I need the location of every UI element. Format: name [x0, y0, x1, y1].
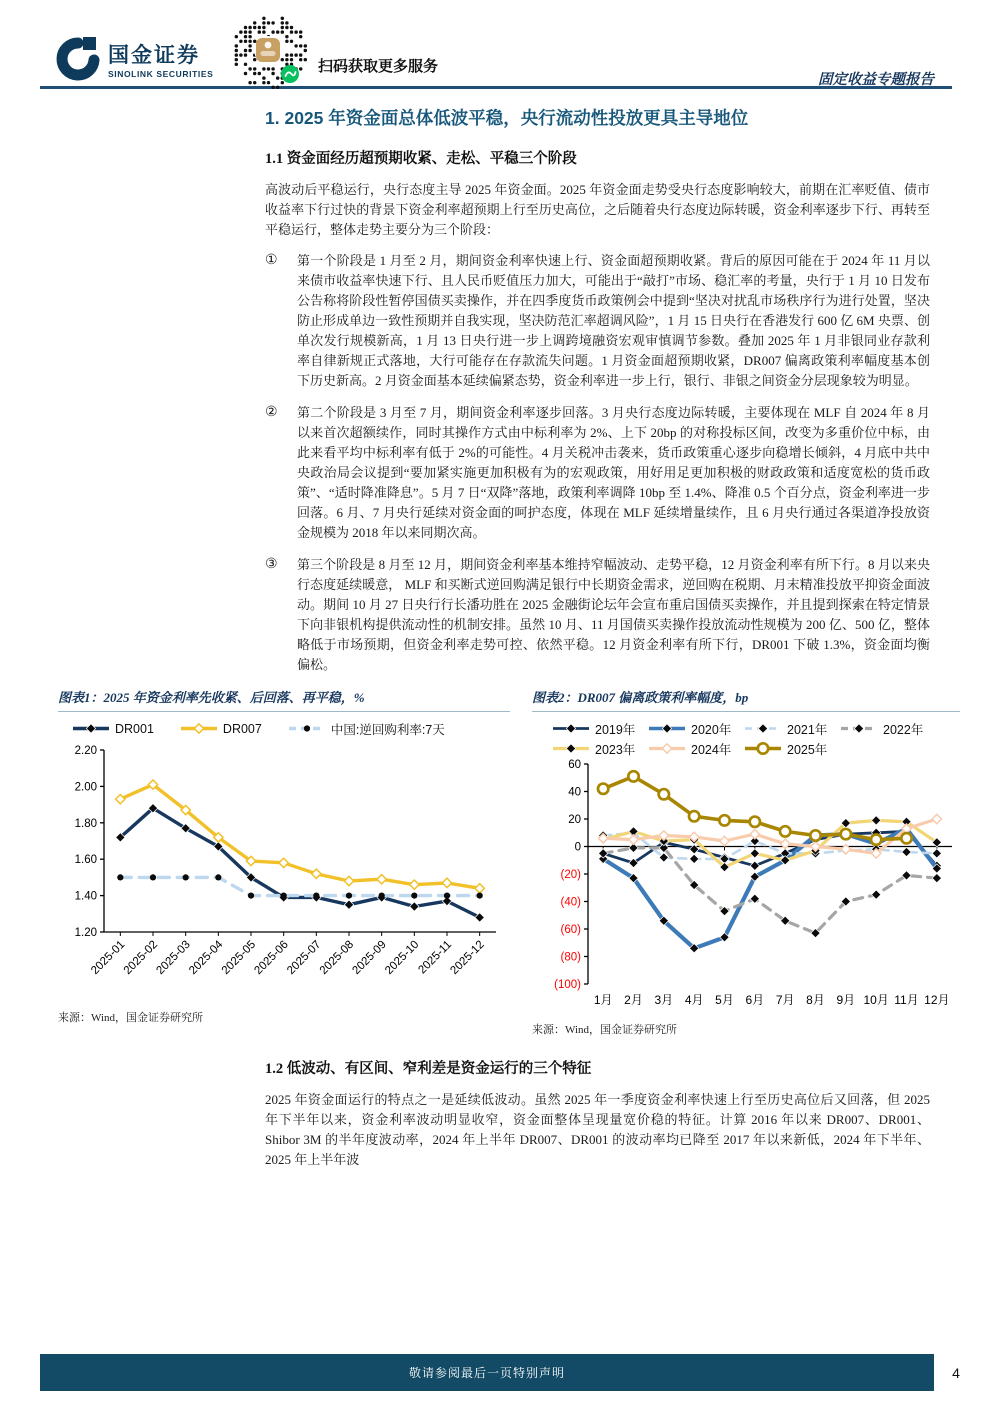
- figure-1-line-chart: [58, 740, 510, 998]
- svg-text:2025-05: 2025-05: [219, 938, 259, 977]
- legend-swatch-icon: [744, 742, 782, 755]
- stage-1-marker: ①: [265, 252, 278, 268]
- svg-text:(100): (100): [554, 978, 581, 991]
- figure-2-legend: [532, 720, 960, 758]
- figure-2-caption: 图表2：DR007 偏离政策利率幅度，bp: [532, 687, 960, 712]
- svg-text:20: 20: [568, 813, 581, 826]
- legend-swatch-icon: [180, 722, 218, 735]
- svg-text:2025-01: 2025-01: [89, 938, 128, 977]
- svg-text:1.40: 1.40: [74, 890, 97, 903]
- legend-item: 2020年: [648, 720, 744, 738]
- report-type-label: 固定收益专题报告: [818, 72, 934, 88]
- svg-text:7月: 7月: [775, 992, 795, 1007]
- stage-2-marker: ②: [265, 404, 278, 420]
- stage-2-text: 第二个阶段是 3 月至 7 月，期间资金利率逐步回落。3 月央行态度边际转暖，主要体现在 MLF 自 2024 年 8 月以来首次超额续作，同时其操作方式由中标利率为 2%、上下 20bp 的对称投标区间，改变为多重价位中标，由此来看平均中标利率有低于 2%的可能性。4 月关税冲击袭来，货币政策重心逐步向稳增长倾斜，4 月底中共中央政治局会议提到“要加紧实施更加积极有为的宏观政策，用好用足更加积极的财政政策和适度宽松的货币政策”、“适时降准降息”。5 月 7 日“双降”落地，政策利率调降 10bp 至 1.4%、降准 0.5 个百分点，资金利率进一步回落。6 月、7 月央行延续对资金面的呵护态度，体现在 MLF 延续增量续作，且 6 月央行通过各渠道净投放资金规模为 2018 年以来同期次高。: [297, 404, 930, 540]
- legend-item: 2023年: [552, 740, 648, 758]
- svg-text:11月: 11月: [894, 992, 919, 1007]
- sinolink-logo-icon: [56, 36, 100, 82]
- qr-code: [228, 10, 308, 90]
- svg-text:1.60: 1.60: [74, 853, 97, 866]
- brand-name-en: SINOLINK SECURITIES: [108, 69, 214, 79]
- subsection-1-1-title: 1.1 资金面经历超预期收紧、走松、平稳三个阶段: [265, 150, 577, 167]
- svg-text:1.80: 1.80: [74, 817, 97, 830]
- svg-text:2025-07: 2025-07: [285, 938, 324, 977]
- svg-text:2025-02: 2025-02: [121, 938, 161, 977]
- stage-list: [265, 251, 930, 675]
- svg-text:2025-10: 2025-10: [383, 938, 422, 977]
- svg-text:2月: 2月: [624, 992, 643, 1007]
- section-title: 1. 2025 年资金面总体低波平稳，央行流动性投放更具主导地位: [265, 107, 749, 128]
- subsection-1-2-title: 1.2 低波动、有区间、窄利差是资金运行的三个特征: [265, 1060, 592, 1077]
- figure-1-caption: 图表1：2025 年资金利率先收紧、后回落、再平稳，%: [58, 687, 510, 712]
- brand-name-cn: 国金证券: [108, 44, 200, 67]
- svg-text:2025-09: 2025-09: [350, 938, 389, 977]
- svg-text:2025-11: 2025-11: [416, 938, 455, 976]
- svg-text:2025-03: 2025-03: [154, 938, 193, 977]
- sinolink-logo: [56, 36, 213, 82]
- legend-swatch-icon: [288, 722, 326, 735]
- legend-swatch-icon: [552, 722, 590, 735]
- svg-text:0: 0: [574, 841, 581, 853]
- legend-item: 2025年: [744, 740, 840, 758]
- svg-text:12月: 12月: [924, 992, 950, 1007]
- legend-item: DR001: [72, 722, 154, 736]
- svg-text:4月: 4月: [684, 992, 704, 1007]
- svg-text:2025-12: 2025-12: [448, 938, 487, 977]
- legend-swatch-icon: [72, 722, 110, 735]
- footer-disclaimer: 敬请参阅最后一页特别声明: [408, 1366, 565, 1380]
- figure-1: [58, 687, 510, 1037]
- legend-item: 中国:逆回购利率:7天: [288, 720, 445, 738]
- svg-text:6月: 6月: [745, 992, 765, 1007]
- footer-disclaimer-bar: [40, 1354, 934, 1391]
- svg-text:(80): (80): [560, 951, 581, 963]
- figure-2-line-chart: [532, 758, 960, 1010]
- legend-swatch-icon: [840, 722, 878, 735]
- figure-2: [532, 687, 960, 1037]
- svg-text:8月: 8月: [806, 992, 825, 1007]
- legend-item: 2022年: [840, 720, 936, 738]
- legend-item: 2019年: [552, 720, 648, 738]
- svg-text:1.20: 1.20: [74, 926, 97, 939]
- svg-text:(60): (60): [560, 923, 581, 936]
- svg-text:60: 60: [568, 758, 581, 771]
- stage-3-marker: ③: [265, 556, 278, 572]
- svg-text:40: 40: [568, 786, 581, 798]
- page-header: [0, 0, 992, 86]
- svg-text:10月: 10月: [863, 992, 889, 1007]
- legend-swatch-icon: [744, 722, 782, 735]
- svg-text:2025-04: 2025-04: [187, 938, 226, 977]
- page-number: 4: [938, 1354, 974, 1391]
- qr-caption: 扫码获取更多服务: [318, 58, 439, 75]
- stage-1-text: 第一个阶段是 1 月至 2 月，期间资金利率快速上行、资金面超预期收紧。背后的原因可能在于 2024 年 11 月以来债市收益率快速下行、且人民币贬值压力加大，可能出于“敲打”市场、稳汇率的考量，央行于 1 月 10 日发布公告称将阶段性暂停国债买卖操作，并在四季度货币政策例会中提到“坚决对扰乱市场秩序行为进行处置，坚决防止形成单边一致性预期并自我实现，坚决防范汇率超调风险”，1 月 15 日央行在香港发行 600 亿 6M 央票、创单次发行规模新高，1 月 13 日央行进一步上调跨境融资宏观审慎调节参数。叠加 2025 年 1 月非银同业存款利率自律新规正式落地，大行可能存在存款流失问题。1 月资金面超预期收紧，DR007 偏离政策利率幅度基本创下历史新高。2 月资金面基本延续偏紧态势，资金利率进一步上行，银行、非银之间资金分层现象较为明显。: [297, 252, 930, 388]
- list-item-stage-2: [265, 403, 930, 543]
- svg-text:1月: 1月: [593, 992, 613, 1007]
- figure-1-source: 来源：Wind，国金证券研究所: [58, 1011, 203, 1024]
- subsection-1-2-paragraph: 2025 年资金面运行的特点之一是延续低波动。虽然 2025 年一季度资金利率快速上行至历史高位后又回落，但 2025 年下半年以来，资金利率波动明显收窄，资金面整体呈现量宽价稳的特征。计算 2016 年以来 DR007、DR001、Shibor 3M 的半年度波动率，2024 年上半年 DR007、DR001 的波动率均已降至 2017 年以来新低，2024 年下半年、2025 年上半年波: [265, 1091, 930, 1167]
- svg-text:2.00: 2.00: [74, 780, 97, 793]
- legend-swatch-icon: [648, 742, 686, 755]
- intro-paragraph: 高波动后平稳运行，央行态度主导 2025 年资金面。2025 年资金面走势受央行态度影响较大，前期在汇率贬值、债市收益率下行过快的背景下资金利率超预期上行至历史高位，之后随着央行态度边际转暖，资金利率逐步下行、再转至平稳运行，整体走势主要分为三个阶段：: [265, 181, 930, 237]
- svg-text:9月: 9月: [836, 992, 856, 1007]
- list-item-stage-1: [265, 251, 930, 391]
- svg-text:2025-08: 2025-08: [317, 938, 357, 977]
- legend-swatch-icon: [648, 722, 686, 735]
- svg-text:(20): (20): [560, 868, 581, 881]
- svg-text:2025-06: 2025-06: [252, 938, 291, 977]
- svg-text:2.20: 2.20: [74, 744, 97, 757]
- legend-item: DR007: [180, 722, 262, 736]
- legend-swatch-icon: [552, 742, 590, 755]
- svg-text:5月: 5月: [715, 992, 734, 1007]
- figure-2-source: 来源：Wind，国金证券研究所: [532, 1023, 677, 1036]
- figure-row: [58, 687, 950, 1037]
- list-item-stage-3: [265, 555, 930, 675]
- legend-item: 2021年: [744, 720, 840, 738]
- legend-item: 2024年: [648, 740, 744, 758]
- stage-3-text: 第三个阶段是 8 月至 12 月，期间资金利率基本维持窄幅波动、走势平稳，12 月资金利率有所下行。8 月以来央行态度延续暖意， MLF 和买断式逆回购满足银行中长期资金需求，逆回购在税期、月末精准投放平抑资金面波动。期间 10 月 27 日央行行长潘功胜在 2025 金融街论坛年会宣布重启国债买卖操作，并且提到探索在特定情景下向非银机构提供流动性的机制安排。虽然 10 月、11 月国债买卖操作投放流动性规模为 200 亿、500 亿，整体略低于市场预期，但资金利率走势可控、依然平稳。12 月资金利率有所下行，DR001 下破 1.3%，资金面均衡偏松。: [297, 556, 930, 672]
- svg-text:(40): (40): [560, 896, 581, 908]
- svg-text:3月: 3月: [654, 992, 674, 1007]
- report-body: [0, 89, 992, 1170]
- figure-1-legend: [58, 720, 510, 738]
